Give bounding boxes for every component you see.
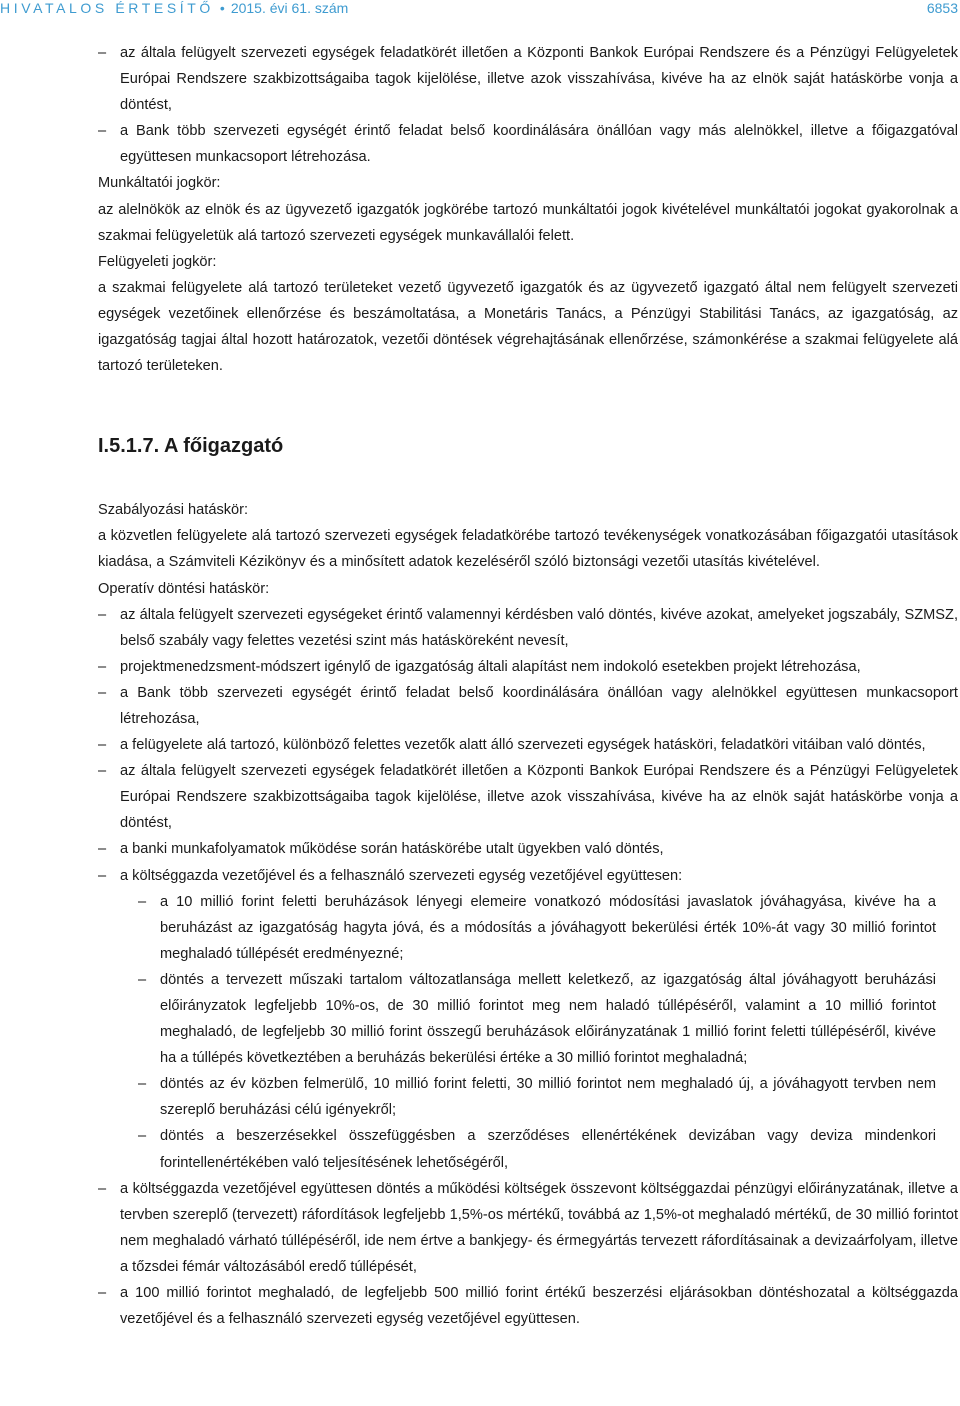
list-item: – a felügyelete alá tartozó, különböző felettes vezetők alatt álló szervezeti egységek hatásköri, feladatköri vitáiban való döntés, [98, 732, 958, 758]
document-body [98, 40, 958, 1332]
supervisory-text: a szakmai felügyelete alá tartozó területeket vezető ügyvezető igazgatók és az ügyvezető igazgató által nem felügyelt szervezeti egységek vezetőinek ellenőrzése és beszámoltatása, a Monetáris Tanács, a Pénzügyi Stabilitási Tanács, az igazgatóság, az igazgatóság tagjai által hozott határozatok, vezetői döntések végrehajtásának ellenőrzése, számonkérése a szakmai felügyelete alá tartozó területeken. [98, 279, 958, 375]
operative-heading: Operatív döntési hatáskör: [98, 580, 270, 597]
supervisory-heading: Felügyeleti jogkör: [98, 253, 217, 270]
sublist-item: – döntés a beszerzésekkel összefüggésben a szerződéses ellenértékének devizában vagy deviza mindenkori forintellenértékében való teljesítésének lehetőségéről, [138, 1123, 936, 1175]
sublist-item: – döntés a tervezett műszaki tartalom változatlansága mellett keletkező, az igazgatóság által jóváhagyott beruházási előirányzatok legfeljebb 10%-os, de 30 millió forintot meg nem haladó túllépéséről, valamint a 10 millió forintot meghaladó, de legfeljebb 30 millió forint összegű beruházások előirányzatának 1 millió forint feletti túllépéséről, kivéve ha a túllépés következtében a beruházás bekerülési értéke a 30 millió forintot meghaladná; [138, 967, 936, 1071]
publication-title: HIVATALOS ÉRTESÍTŐ [0, 0, 214, 16]
employer-text: az alelnökök az elnök és az ügyvezető igazgatók jogkörébe tartozó munkáltatói jogok kivételével munkáltatói jogokat gyakorolnak a szakmai felügyeletük alá tartozó szervezeti egységek munkavállalói felett. [98, 201, 958, 244]
issue-label: 2015. évi 61. szám [230, 0, 349, 16]
sublist-item: – döntés az év közben felmerülő, 10 millió forint feletti, 30 millió forintot nem meghaladó új, a jóváhagyott tervben nem szereplő beruházási célú igényekről; [138, 1071, 936, 1123]
list-item: – az általa felügyelt szervezeti egységeket érintő valamennyi kérdésben való döntés, kivéve azokat, amelyeket jogszabály, SZMSZ, belső szabály vagy felettes vezetési szint más hatásköreként nevesít, [98, 602, 958, 654]
list-item: – a költséggazda vezetőjével és a felhasználó szervezeti egység vezetőjével együttesen: [98, 863, 958, 889]
list-item: – az általa felügyelt szervezeti egységek feladatkörét illetően a Központi Bankok Európai Rendszere és a Pénzügyi Felügyeletek Európai Rendszere szakbizottságaiba tagok kijelölése, illetve azok visszahívása, kivéve ha az elnök saját hatáskörbe vonja a döntést, [98, 758, 958, 836]
publication-header [0, 0, 348, 16]
sublist-item: – a 10 millió forint feletti beruházások lényegi elemeire vonatkozó módosítási javaslatok jóváhagyása, kivéve ha a beruházást az igazgatóság hagyta jóvá, és a módosítás a jóváhagyott bekerülési érték 10%-át vagy 30 millió forintot meghaladó túllépését eredményezné; [138, 889, 936, 967]
employer-heading: Munkáltatói jogkör: [98, 175, 221, 192]
page-number: 6853 [926, 0, 958, 16]
regulatory-heading: Szabályozási hatáskör: [98, 502, 249, 519]
list-item: – projektmenedzsment-módszert igénylő de igazgatóság általi alapítást nem indokoló esetekben projekt létrehozása, [98, 654, 958, 680]
list-item: – a Bank több szervezeti egységét érintő feladat belső koordinálására önállóan vagy más alelnökkel, illetve a főigazgatóval együttesen munkacsoport létrehozása. [98, 118, 958, 170]
list-item: – a Bank több szervezeti egységét érintő feladat belső koordinálására önállóan vagy alelnökkel együttesen munkacsoport létrehozása, [98, 680, 958, 732]
operative-powers-list-continued [98, 1176, 958, 1333]
regulatory-text: a közvetlen felügyelete alá tartozó szervezeti egységek feladatkörébe tartozó tevékenységek vonatkozásában főigazgatói utasítások kiadása, a Számviteli Kézikönyv és a minősített adatok kezeléséről szóló biztonsági vezetői utasítás kivételével. [98, 528, 958, 571]
list-item: – a költséggazda vezetőjével együttesen döntés a működési költségek összevont költséggazdai pénzügyi előirányzatának, illetve a tervben szereplő (tervezett) ráfordítások legfeljebb 1,5%-os mértékű, továbbá az 1,5%-ot meghaladó mértékű, de 30 millió forintot nem meghaladó várható túllépéséről, ide nem értve a bankjegy- és érmegyártás tervezett ráfordításainak a devizaárfolyam, illetve a tőzsdei fémár változásából eredő túllépését, [98, 1176, 958, 1280]
list-item: – a banki munkafolyamatok működése során hatáskörébe utalt ügyekben való döntés, [98, 836, 958, 862]
page-header [0, 0, 960, 22]
header-separator: • [219, 0, 225, 16]
list-item: – az általa felügyelt szervezeti egységek feladatkörét illetően a Központi Bankok Európai Rendszere és a Pénzügyi Felügyeletek Európai Rendszere szakbizottságaiba tagok kijelölése, illetve azok visszahívása, kivéve ha az elnök saját hatáskörbe vonja a döntést, [98, 40, 958, 118]
operative-powers-list [98, 602, 958, 889]
section-title: I.5.1.7. A főigazgató [98, 435, 284, 458]
powers-list-continued [98, 40, 958, 170]
operative-sublist [138, 889, 936, 1176]
list-item: – a 100 millió forintot meghaladó, de legfeljebb 500 millió forint értékű beszerzési eljárásokban döntéshozatal a költséggazda vezetőjével és a felhasználó szervezeti egység vezetőjével együttesen. [98, 1280, 958, 1332]
